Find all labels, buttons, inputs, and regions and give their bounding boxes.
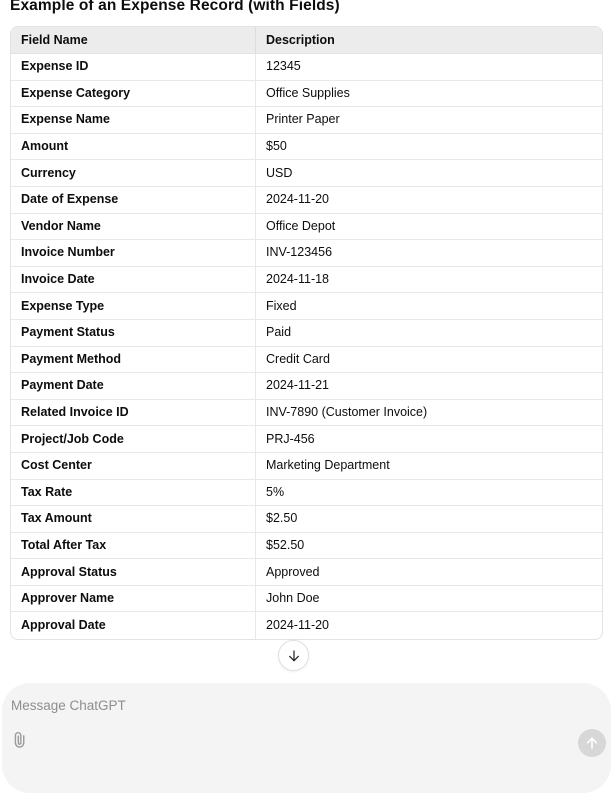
field-name-cell: Currency <box>11 160 256 187</box>
table-row <box>11 559 602 586</box>
field-name-cell: Amount <box>11 134 256 161</box>
description-cell: Office Depot <box>256 214 602 241</box>
field-name-cell: Invoice Date <box>11 267 256 294</box>
description-cell: Fixed <box>256 293 602 320</box>
description-cell: 2024-11-21 <box>256 373 602 400</box>
field-name-cell: Related Invoice ID <box>11 400 256 427</box>
table-row <box>11 426 602 453</box>
field-name-cell: Approver Name <box>11 586 256 613</box>
expense-table <box>11 27 602 639</box>
field-name-cell: Invoice Number <box>11 240 256 267</box>
table-row <box>11 107 602 134</box>
description-cell: 12345 <box>256 54 602 81</box>
table-row <box>11 54 602 81</box>
field-name-cell: Tax Rate <box>11 480 256 507</box>
field-name-cell: Payment Status <box>11 320 256 347</box>
field-name-cell: Total After Tax <box>11 533 256 560</box>
table-row <box>11 134 602 161</box>
arrow-up-icon <box>584 735 600 751</box>
description-cell: Marketing Department <box>256 453 602 480</box>
table-row <box>11 453 602 480</box>
description-cell: 2024-11-18 <box>256 267 602 294</box>
description-cell: Credit Card <box>256 347 602 374</box>
description-cell: 2024-11-20 <box>266 618 330 633</box>
description-cell: $2.50 <box>256 506 602 533</box>
table-row <box>11 240 602 267</box>
description-cell: INV-7890 (Customer Invoice) <box>256 400 602 427</box>
attach-button[interactable] <box>7 727 33 753</box>
description-cell: PRJ-456 <box>256 426 602 453</box>
description-cell: Paid <box>256 320 602 347</box>
table-row <box>11 373 602 400</box>
description-cell: INV-123456 <box>256 240 602 267</box>
paperclip-icon <box>10 730 30 750</box>
table-row <box>11 267 602 294</box>
field-name-cell: Approval Date <box>11 612 256 639</box>
field-name-cell: Expense ID <box>11 54 256 81</box>
field-name-cell: Payment Date <box>11 373 256 400</box>
message-input[interactable]: Message ChatGPT <box>11 698 126 713</box>
col-header-field-name: Field Name <box>11 27 256 54</box>
field-name-cell: Cost Center <box>11 453 256 480</box>
arrow-down-icon <box>286 648 302 664</box>
table-row <box>11 320 602 347</box>
table-row <box>11 293 602 320</box>
field-name-cell: Project/Job Code <box>11 426 256 453</box>
description-cell: Approved <box>256 559 602 586</box>
description-cell: USD <box>256 160 602 187</box>
table-row <box>11 187 602 214</box>
field-name-cell: Vendor Name <box>11 214 256 241</box>
field-name-cell: Date of Expense <box>11 187 256 214</box>
table-row <box>11 347 602 374</box>
table-row <box>11 586 602 613</box>
table-row <box>11 533 602 560</box>
message-composer[interactable] <box>2 683 611 793</box>
description-cell: $52.50 <box>256 533 602 560</box>
table-row <box>11 214 602 241</box>
table-row <box>11 400 602 427</box>
description-cell: John Doe <box>256 586 602 613</box>
field-name-cell: Approval Status <box>11 559 256 586</box>
description-cell: Office Supplies <box>256 81 602 108</box>
scroll-to-bottom-button[interactable] <box>278 640 309 671</box>
table-row <box>11 160 602 187</box>
expense-table-container <box>10 26 603 640</box>
table-row <box>11 480 602 507</box>
description-cell: $50 <box>256 134 602 161</box>
description-cell: 5% <box>256 480 602 507</box>
table-header-row <box>11 27 602 54</box>
field-name-cell: Expense Category <box>11 81 256 108</box>
expense-table-body <box>11 54 602 639</box>
field-name-cell: Expense Type <box>11 293 256 320</box>
field-name-cell: Expense Name <box>11 107 256 134</box>
description-cell: Printer Paper <box>256 107 602 134</box>
description-cell: 2024-11-20 <box>256 187 602 214</box>
col-header-description: Description <box>256 27 602 54</box>
table-row <box>11 506 602 533</box>
field-name-cell: Tax Amount <box>11 506 256 533</box>
table-row <box>11 81 602 108</box>
table-row <box>11 612 602 639</box>
field-name-cell: Payment Method <box>11 347 256 374</box>
page-title: Example of an Expense Record (with Fields) <box>10 0 340 14</box>
send-button[interactable] <box>578 729 606 757</box>
